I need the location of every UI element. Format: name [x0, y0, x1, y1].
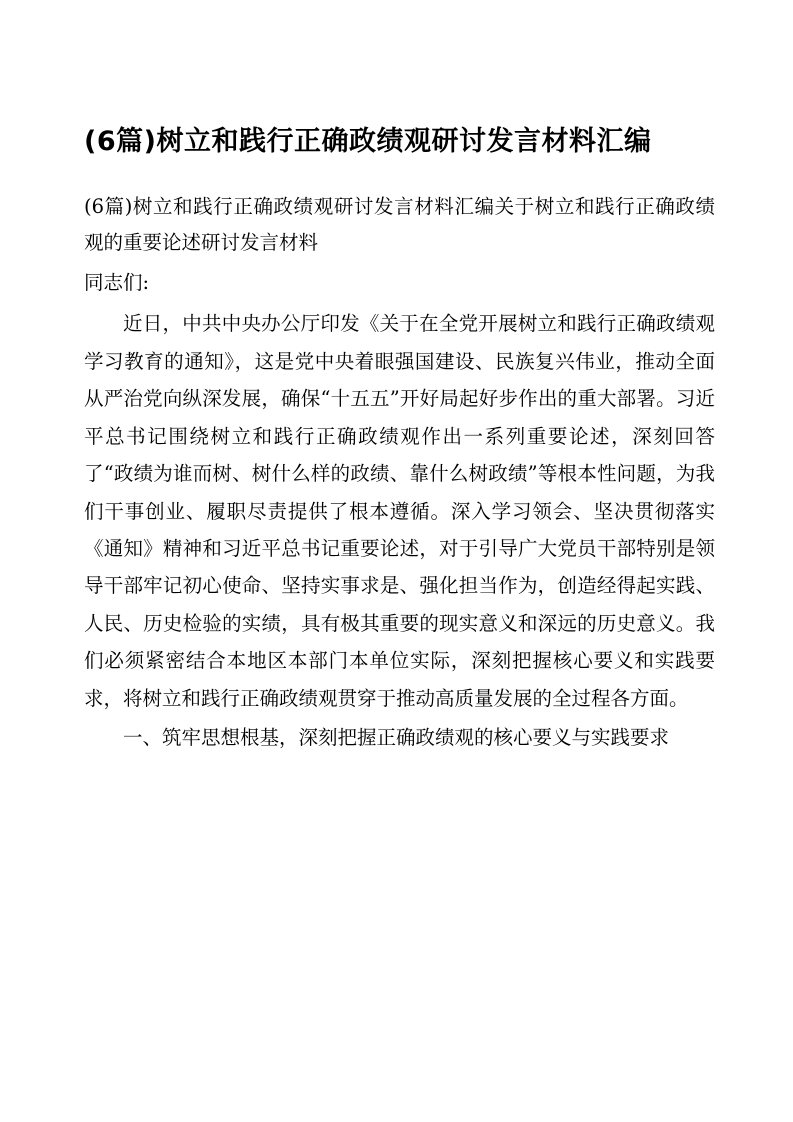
section-heading-1: 一、筑牢思想根基，深刻把握正确政绩观的核心要义与实践要求 [123, 726, 670, 750]
lead-paragraph: (6篇)树立和践行正确政绩观研讨发言材料汇编关于树立和践行正确政绩观的重要论述研讨发言材料 [84, 195, 715, 255]
body-paragraph-1: 近日，中共中央办公厅印发《关于在全党开展树立和践行正确政绩观学习教育的通知》，这是党中央着眼强国建设、民族复兴伟业，推动全面从严治党向纵深发展，确保“十五五”开好局起好步作出的重大部署。习近平总书记围绕树立和践行正确政绩观作出一系列重要论述，深刻回答了“政绩为谁而树、树什么样的政绩、靠什么树政绩”等根本性问题，为我们干事创业、履职尽责提供了根本遵循。深入学习领会、坚决贯彻落实《通知》精神和习近平总书记重要论述，对于引导广大党员干部特别是领导干部牢记初心使命、坚持实事求是、强化担当作为，创造经得起实践、人民、历史检验的实绩，具有极其重要的现实意义和深远的历史意义。我们必须紧密结合本地区本部门本单位实际，深刻把握核心要义和实践要求，将树立和践行正确政绩观贯穿于推动高质量发展的全过程各方面。 [84, 312, 715, 710]
page-title: (6篇)树立和践行正确政绩观研讨发言材料汇编 [84, 126, 652, 157]
salutation: 同志们: [84, 271, 150, 295]
